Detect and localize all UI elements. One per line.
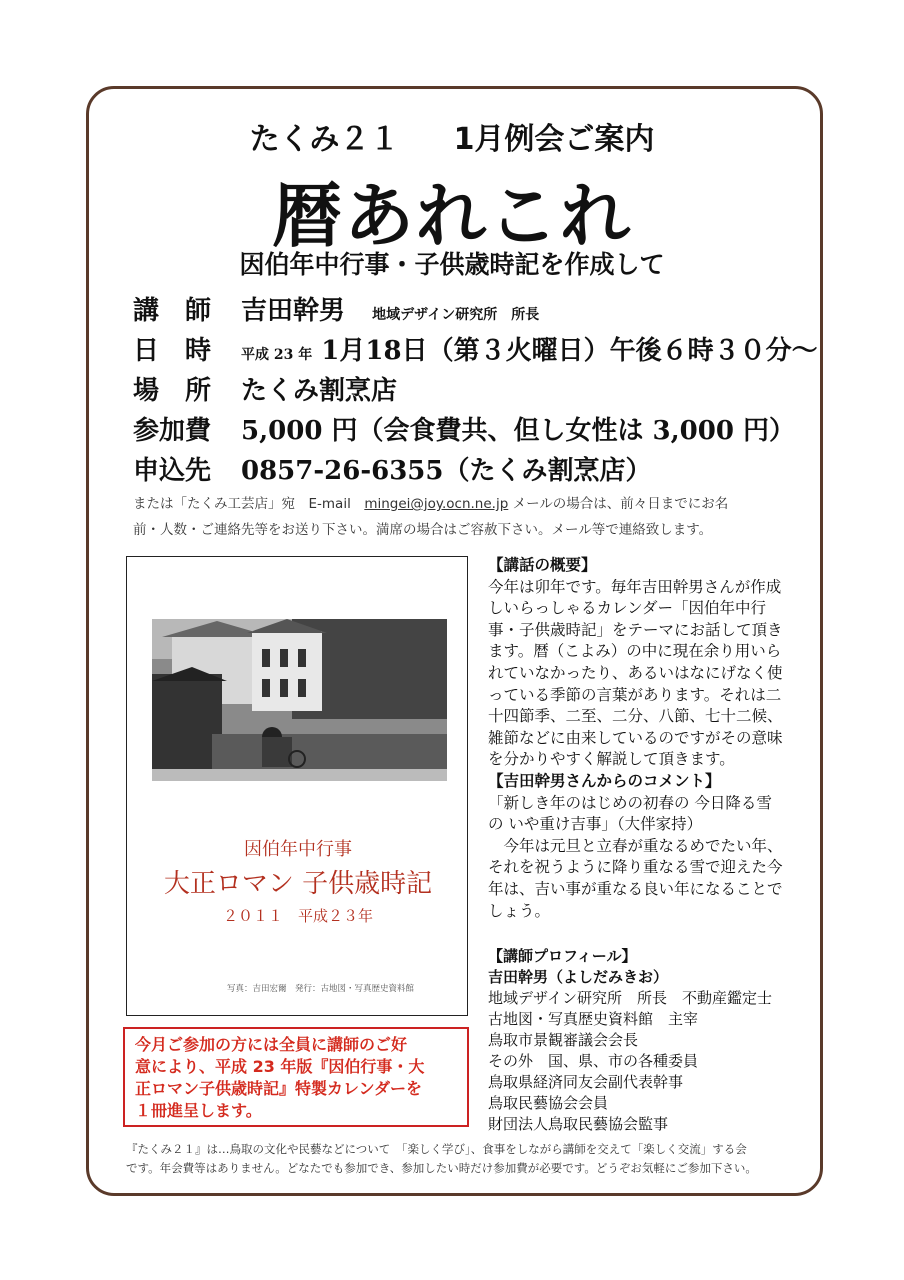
calendar-caption-2: 大正ロマン 子供歳時記: [163, 869, 433, 899]
house-photo-drawing: [152, 619, 447, 781]
profile-line: 財団法人鳥取民藝協会監事: [488, 1115, 669, 1133]
email-link[interactable]: mingei@joy.ocn.ne.jp: [364, 496, 509, 512]
place-value: たくみ割烹店: [241, 376, 398, 406]
footer-line-2: です。年会費等はありません。どなたでも参加でき、参加したい時だけ参加費が必要です。どうぞお気軽にご参加下さい。: [126, 1161, 757, 1175]
datetime-row: [133, 330, 818, 367]
promo-box: [123, 1027, 469, 1127]
comment-line: 年は、吉い事が重なる良い年になることで: [488, 879, 783, 898]
lecturer-label: 講 師: [133, 296, 212, 326]
lecturer-row: [133, 290, 539, 327]
profile-section: [488, 946, 772, 1135]
overview-section: [488, 555, 783, 922]
lecturer-name: 吉田幹男: [241, 296, 346, 326]
comment-line: 今年は元旦と立春が重なるめでたい年、: [488, 836, 783, 855]
datetime-value: 1月18日（第３火曜日）午後６時３０分～: [321, 336, 818, 366]
datetime-era: 平成 23 年: [241, 347, 313, 363]
overview-line: 今年は卯年です。毎年吉田幹男さんが作成: [488, 577, 782, 596]
overview-line: しいらっしゃるカレンダー「因伯年中行: [488, 599, 766, 618]
promo-line: 意により、平成 23 年版『因伯行事・大: [135, 1057, 425, 1076]
comment-line: しょう。: [488, 901, 551, 920]
calendar-credit: 写真：吉田宏爾 発行：古地図・写真歴史資料館: [227, 984, 415, 994]
house-photo: [152, 619, 447, 781]
profile-line: 古地図・写真歴史資料館 主宰: [488, 1010, 699, 1028]
apply-value: 0857-26-6355（たくみ割烹店）: [241, 456, 652, 486]
note-line-2: 前・人数・ご連絡先等をお送り下さい。満席の場合はご容赦下さい。メール等で連絡致します。: [133, 522, 713, 538]
promo-line: 今月ご参加の方には全員に講師のご好: [135, 1035, 408, 1054]
comment-line: の いや重け吉事」（大伴家持）: [488, 815, 703, 834]
subtitle: 因伯年中行事・子供歳時記を作成して: [239, 250, 665, 279]
header-line: [0, 114, 904, 158]
lecturer-affiliation: 地域デザイン研究所 所長: [372, 307, 540, 323]
profile-name: 吉田幹男（よしだみきお）: [488, 968, 669, 986]
calendar-caption-1: 因伯年中行事: [244, 839, 352, 860]
calendar-image: [126, 556, 468, 1016]
profile-line: 鳥取民藝協会会員: [488, 1094, 609, 1112]
overview-heading: 【講話の概要】: [488, 556, 597, 574]
place-label: 場 所: [133, 376, 212, 406]
series-name: たくみ２１: [249, 122, 400, 157]
overview-line: 事・子供歳時記」をテーマにお話して頂き: [488, 620, 783, 639]
calendar-caption-3: ２０１１ 平成２３年: [222, 907, 373, 925]
comment-line: 「新しき年のはじめの初春の 今日降る雪: [488, 793, 772, 812]
fee-row: [133, 410, 795, 447]
profile-line: 鳥取県経済同友会副代表幹事: [488, 1073, 684, 1091]
profile-line: 地域デザイン研究所 所長 不動産鑑定士: [488, 989, 772, 1007]
promo-line: 正ロマン子供歳時記』特製カレンダーを: [135, 1079, 422, 1098]
comment-heading: 【吉田幹男さんからのコメント】: [488, 771, 721, 790]
promo-line: １冊進呈します。: [135, 1101, 262, 1120]
month-title: 1月例会ご案内: [453, 122, 655, 157]
comment-line: それを祝うように降り重なる雪で迎えた今: [488, 858, 783, 877]
profile-line: 鳥取市景観審議会会長: [488, 1031, 639, 1049]
note-text-a: または「たくみ工芸店」宛 E-mail: [133, 496, 365, 512]
profile-line: その外 国、県、市の各種委員: [488, 1052, 699, 1070]
apply-label: 申込先: [133, 456, 212, 486]
fee-label: 参加費: [133, 416, 212, 446]
overview-line: 十四節季、二至、二分、八節、七十二候、: [488, 707, 783, 726]
datetime-label: 日 時: [133, 336, 212, 366]
overview-line: れていなかったり、あるいはなにげなく使: [488, 663, 783, 682]
note-text-b: メールの場合は、前々日までにお名: [508, 496, 729, 512]
footer-line-1: 『たくみ２１』は…鳥取の文化や民藝などについて 「楽しく学び」、食事をしながら講師を交えて「楽しく交流」する会: [126, 1142, 747, 1156]
fee-value: 5,000 円（会食費共、但し女性は 3,000 円）: [241, 416, 795, 446]
profile-heading: 【講師プロフィール】: [488, 947, 637, 965]
overview-line: ます。暦（こよみ）の中に現在余り用いら: [488, 642, 782, 661]
apply-row: [133, 450, 652, 487]
place-row: [133, 370, 397, 407]
overview-line: っている季節の言葉があります。それは二: [488, 685, 782, 704]
overview-line: 雑節などに由来しているのですがその意味: [488, 728, 783, 747]
page-title: 暦あれこれ: [272, 174, 632, 257]
note-line-1: [133, 492, 728, 512]
overview-line: を分かりやすく解説して頂きます。: [488, 750, 735, 769]
